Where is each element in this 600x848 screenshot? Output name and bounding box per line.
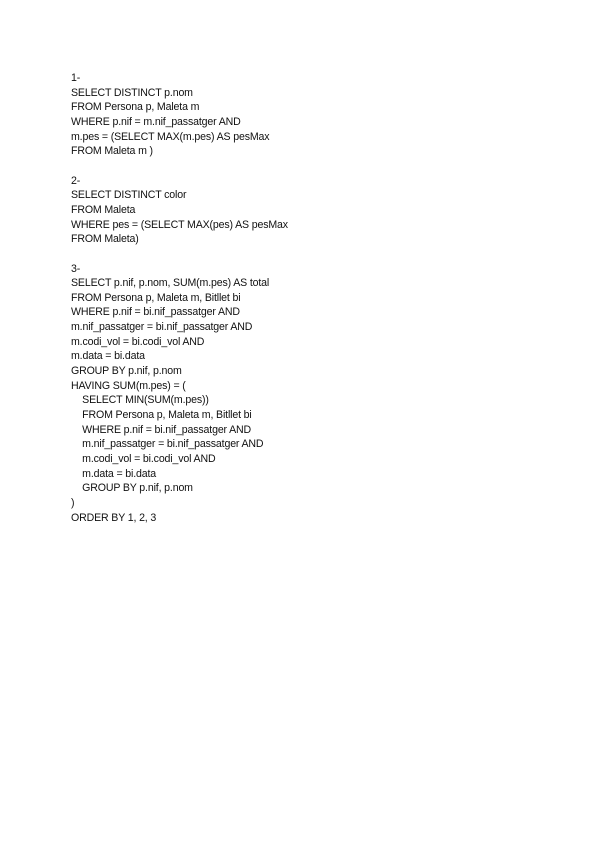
query-line: FROM Maleta (71, 203, 136, 216)
document-body (71, 71, 551, 540)
query-line: FROM Persona p, Maleta m, Bitllet bi (71, 291, 241, 304)
subquery-line: WHERE p.nif = bi.nif_passatger AND (71, 423, 252, 436)
query-line: m.nif_passatger = bi.nif_passatger AND (71, 321, 253, 334)
query-line: WHERE pes = (SELECT MAX(pes) AS pesMax (71, 218, 288, 231)
query-line: WHERE p.nif = bi.nif_passatger AND (71, 306, 240, 319)
query-line: FROM Persona p, Maleta m (71, 101, 200, 114)
query-2-heading: 2- (71, 174, 81, 187)
query-line: GROUP BY p.nif, p.nom (71, 365, 182, 378)
query-line: HAVING SUM(m.pes) = ( (71, 379, 186, 392)
query-line: m.data = bi.data (71, 350, 145, 363)
query-line: SELECT DISTINCT p.nom (71, 86, 193, 99)
query-line: ORDER BY 1, 2, 3 (71, 511, 157, 524)
query-line: WHERE p.nif = m.nif_passatger AND (71, 115, 241, 128)
query-line: ) (71, 497, 75, 509)
query-1-heading: 1- (71, 72, 81, 84)
subquery-line: GROUP BY p.nif, p.nom (71, 482, 193, 495)
query-line: FROM Maleta m ) (71, 145, 153, 158)
query-1 (71, 71, 551, 159)
subquery-line: m.data = bi.data (71, 467, 157, 480)
query-line: m.pes = (SELECT MAX(m.pes) AS pesMax (71, 130, 270, 143)
query-line: SELECT p.nif, p.nom, SUM(m.pes) AS total (71, 277, 270, 290)
subquery-line: m.codi_vol = bi.codi_vol AND (71, 453, 216, 466)
query-line: SELECT DISTINCT color (71, 189, 187, 202)
query-3-heading: 3- (71, 262, 81, 275)
subquery-line: m.nif_passatger = bi.nif_passatger AND (71, 438, 264, 451)
query-3 (71, 262, 551, 526)
query-line: FROM Maleta) (71, 233, 139, 246)
subquery-line: SELECT MIN(SUM(m.pes)) (71, 394, 209, 407)
query-line: m.codi_vol = bi.codi_vol AND (71, 335, 205, 348)
subquery-line: FROM Persona p, Maleta m, Bitllet bi (71, 409, 252, 422)
query-2 (71, 174, 551, 247)
